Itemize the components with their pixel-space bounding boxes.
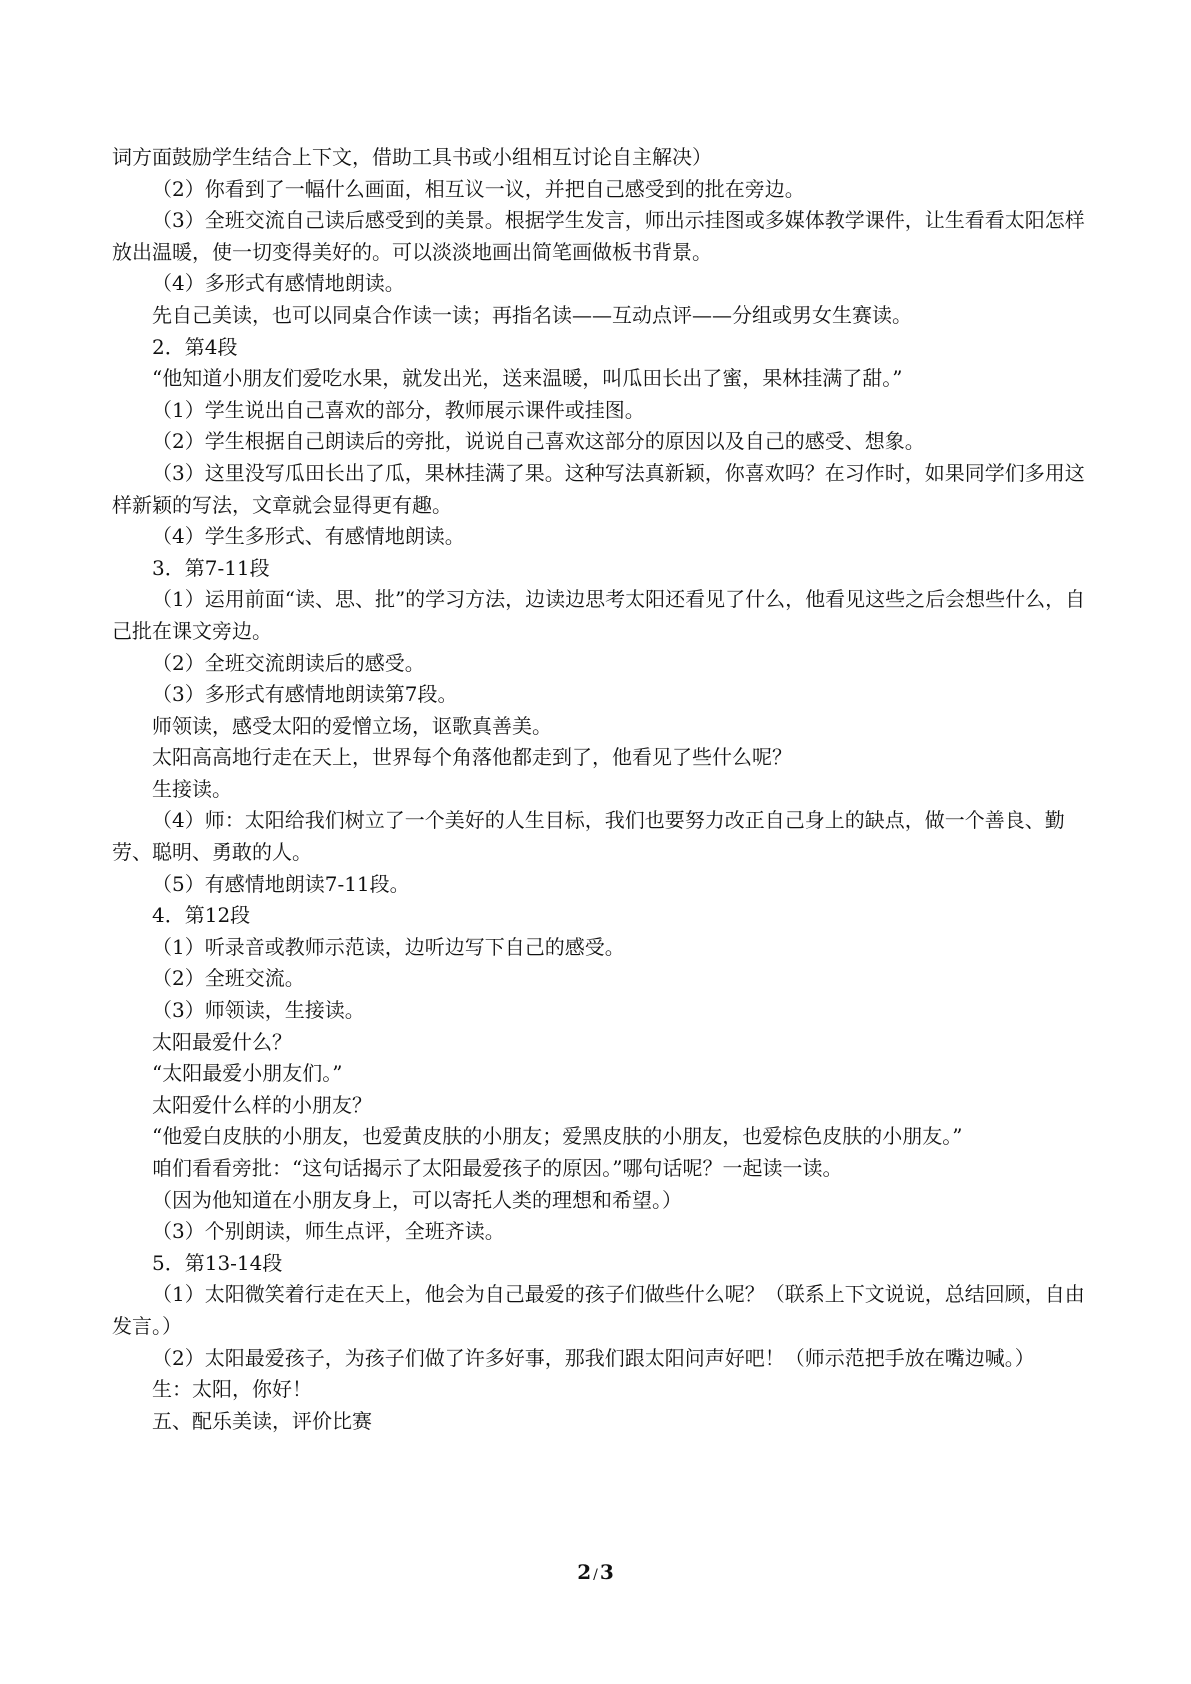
paragraph: （4）多形式有感情地朗读。 bbox=[152, 271, 405, 296]
paragraph: 5．第13-14段 bbox=[152, 1250, 283, 1275]
paragraph: “他知道小朋友们爱吃水果，就发出光，送来温暖，叫瓜田长出了蜜，果林挂满了甜。” bbox=[152, 366, 903, 391]
paragraph: （1）听录音或教师示范读，边听边写下自己的感受。 bbox=[152, 934, 625, 959]
paragraph: （5）有感情地朗读7-11段。 bbox=[152, 871, 410, 896]
paragraph: （1）学生说出自己喜欢的部分，教师展示课件或挂图。 bbox=[152, 397, 645, 422]
paragraph: （1）太阳微笑着行走在天上，他会为自己最爱的孩子们做些什么呢？（联系上下文说说，总结回顾，自由发言。） bbox=[112, 1282, 1085, 1338]
paragraph: 太阳高高地行走在天上，世界每个角落他都走到了，他看见了些什么呢？ bbox=[152, 745, 792, 770]
paragraph: 五、配乐美读，评价比赛 bbox=[152, 1408, 372, 1433]
paragraph: 太阳最爱什么？ bbox=[152, 1029, 292, 1054]
paragraph: （2）全班交流朗读后的感受。 bbox=[152, 650, 425, 675]
paragraph: 2．第4段 bbox=[152, 334, 238, 359]
paragraph: （2）你看到了一幅什么画面，相互议一议，并把自己感受到的批在旁边。 bbox=[152, 176, 805, 201]
paragraph: “他爱白皮肤的小朋友，也爱黄皮肤的小朋友；爱黑皮肤的小朋友，也爱棕色皮肤的小朋友。” bbox=[152, 1124, 963, 1149]
paragraph: 生接读。 bbox=[152, 776, 232, 801]
paragraph: （3）多形式有感情地朗读第7段。 bbox=[152, 682, 458, 707]
page-separator: / bbox=[593, 1567, 598, 1583]
paragraph: 太阳爱什么样的小朋友？ bbox=[152, 1092, 372, 1117]
paragraph: 先自己美读，也可以同桌合作读一读；再指名读——互动点评——分组或男女生赛读。 bbox=[152, 302, 912, 327]
paragraph: （4）师：太阳给我们树立了一个美好的人生目标，我们也要努力改正自己身上的缺点，做一个善良、勤劳、聪明、勇敢的人。 bbox=[112, 808, 1065, 865]
paragraph: 词方面鼓励学生结合上下文，借助工具书或小组相互讨论自主解决） bbox=[112, 145, 712, 169]
paragraph: （3）师领读，生接读。 bbox=[152, 998, 365, 1023]
paragraph: （2）太阳最爱孩子，为孩子们做了许多好事，那我们跟太阳问声好吧！（师示范把手放在嘴边喊。） bbox=[152, 1345, 1035, 1370]
current-page-number: 2 bbox=[577, 1560, 592, 1584]
paragraph: 3．第7-11段 bbox=[152, 555, 270, 580]
page-number bbox=[0, 1560, 1191, 1584]
total-pages-number: 3 bbox=[599, 1560, 614, 1584]
paragraph: （2）学生根据自己朗读后的旁批，说说自己喜欢这部分的原因以及自己的感受、想象。 bbox=[152, 429, 925, 454]
paragraph: （1）运用前面“读、思、批”的学习方法，边读边思考太阳还看见了什么，他看见这些之后会想些什么，自己批在课文旁边。 bbox=[112, 587, 1086, 643]
paragraph: （2）全班交流。 bbox=[152, 966, 305, 991]
paragraph: （3）这里没写瓜田长出了瓜，果林挂满了果。这种写法真新颖，你喜欢吗？在习作时，如果同学们多用这样新颖的写法，文章就会显得更有趣。 bbox=[112, 460, 1085, 517]
paragraph: （3）个别朗读，师生点评，全班齐读。 bbox=[152, 1219, 505, 1244]
paragraph: （3）全班交流自己读后感受到的美景。根据学生发言，师出示挂图或多媒体教学课件，让生看看太阳怎样放出温暖，使一切变得美好的。可以淡淡地画出简笔画做板书背景。 bbox=[112, 208, 1085, 264]
paragraph: 师领读，感受太阳的爱憎立场，讴歌真善美。 bbox=[152, 713, 552, 738]
paragraph: “太阳最爱小朋友们。” bbox=[152, 1061, 343, 1086]
paragraph: （4）学生多形式、有感情地朗读。 bbox=[152, 524, 465, 549]
paragraph: 4．第12段 bbox=[152, 903, 251, 928]
paragraph: 生：太阳，你好！ bbox=[152, 1377, 312, 1402]
document-body bbox=[112, 142, 1092, 1437]
paragraph: （因为他知道在小朋友身上，可以寄托人类的理想和希望。） bbox=[152, 1187, 682, 1212]
paragraph: 咱们看看旁批：“这句话揭示了太阳最爱孩子的原因。”哪句话呢？一起读一读。 bbox=[152, 1156, 843, 1180]
